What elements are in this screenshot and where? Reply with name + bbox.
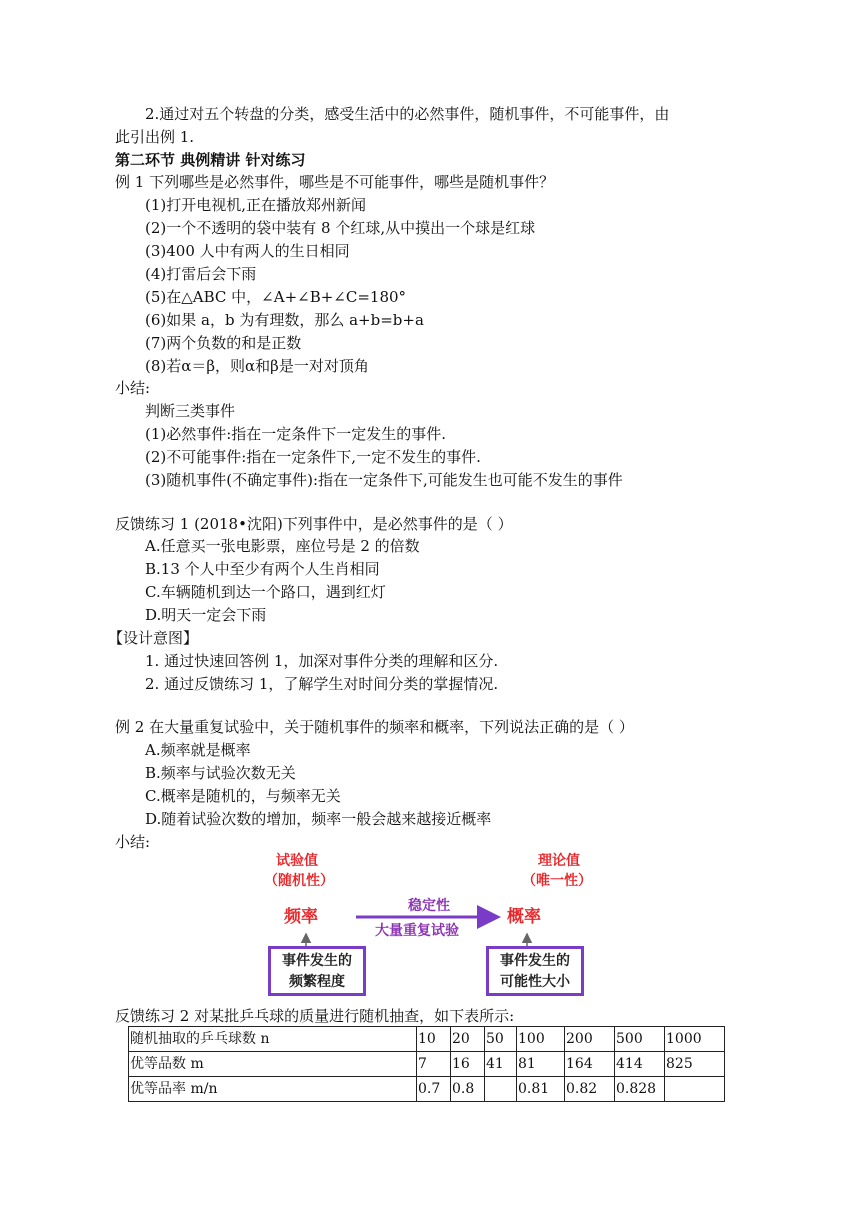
right-caption-1: 理论值: [538, 853, 580, 869]
summary1-item: (2)不可能事件:指在一定条件下,一定不发生的事件.: [145, 448, 481, 466]
table-cell: 414: [615, 1052, 665, 1077]
table-cell: [485, 1077, 517, 1102]
table-cell: 优等品率 m/n: [129, 1077, 417, 1102]
table-row: [129, 1027, 725, 1052]
design-intent-title: 【设计意图】: [108, 629, 199, 647]
table-cell: 50: [485, 1027, 517, 1052]
table-cell: [665, 1077, 725, 1102]
table-cell: 500: [615, 1027, 665, 1052]
stability-label: 稳定性: [408, 898, 450, 914]
table-cell: 优等品数 m: [129, 1052, 417, 1077]
summary1-item: (1)必然事件:指在一定条件下一定发生的事件.: [145, 425, 447, 443]
intro-line-2: 此引出例 1.: [115, 128, 195, 146]
repeated-trials-label: 大量重复试验: [375, 923, 459, 939]
table-cell: 0.81: [517, 1077, 565, 1102]
table-row: [129, 1077, 725, 1102]
example1-item: (7)两个负数的和是正数: [145, 334, 302, 352]
example2-question: 例 2 在大量重复试验中，关于随机事件的频率和概率，下列说法正确的是（ ）: [115, 718, 634, 736]
summary1-label: 小结:: [115, 379, 151, 397]
practice1-option: D.明天一定会下雨: [145, 606, 267, 624]
table-cell: 41: [485, 1052, 517, 1077]
table-cell: 200: [565, 1027, 615, 1052]
summary2-label: 小结:: [115, 833, 151, 851]
table-cell: 1000: [665, 1027, 725, 1052]
right-caption-2: （唯一性）: [522, 873, 592, 889]
example1-question: 例 1 下列哪些是必然事件，哪些是不可能事件，哪些是随机事件？: [115, 173, 555, 191]
example1-item: (1)打开电视机,正在播放郑州新闻: [145, 196, 367, 214]
practice1-option: A.任意买一张电影票，座位号是 2 的倍数: [145, 537, 420, 555]
practice1-question: 反馈练习 1 (2018•沈阳)下列事件中，是必然事件的是（ ）: [115, 515, 513, 533]
intro-line-1: 2.通过对五个转盘的分类，感受生活中的必然事件，随机事件，不可能事件，由: [145, 105, 670, 123]
table-cell: 825: [665, 1052, 725, 1077]
summary1-intro: 判断三类事件: [145, 402, 236, 420]
table-cell: 0.7: [417, 1077, 451, 1102]
example1-item: (4)打雷后会下雨: [145, 265, 257, 283]
right-box: [486, 946, 584, 996]
left-caption-1: 试验值: [276, 853, 318, 869]
table-cell: 81: [517, 1052, 565, 1077]
left-box-line-1: 事件发生的: [282, 953, 352, 969]
example2-option: D.随着试验次数的增加，频率一般会越来越接近概率: [145, 810, 492, 828]
table-cell: 0.82: [565, 1077, 615, 1102]
table-cell: 随机抽取的乒乓球数 n: [129, 1027, 417, 1052]
practice1-option: B.13 个人中至少有两个人生肖相同: [145, 560, 380, 578]
practice2-question: 反馈练习 2 对某批乒乓球的质量进行随机抽查，如下表所示:: [115, 1007, 515, 1025]
example1-item: (3)400 人中有两人的生日相同: [145, 242, 350, 260]
left-caption-2: （随机性）: [264, 873, 334, 889]
practice1-option: C.车辆随机到达一个路口，遇到红灯: [145, 583, 386, 601]
example1-item: (8)若α＝β，则α和β是一对对顶角: [145, 357, 369, 375]
section-title: 第二环节 典例精讲 针对练习: [115, 151, 306, 169]
example2-option: B.频率与试验次数无关: [145, 764, 296, 782]
example1-item: (2)一个不透明的袋中装有 8 个红球,从中摸出一个球是红球: [145, 219, 536, 237]
table-cell: 0.828: [615, 1077, 665, 1102]
probability-label: 概率: [507, 907, 541, 927]
quality-table: [128, 1026, 725, 1102]
example2-option: A.频率就是概率: [145, 741, 251, 759]
table-row: [129, 1052, 725, 1077]
table-cell: 164: [565, 1052, 615, 1077]
table-cell: 16: [451, 1052, 485, 1077]
example2-option: C.概率是随机的，与频率无关: [145, 787, 341, 805]
table-cell: 7: [417, 1052, 451, 1077]
table-cell: 0.8: [451, 1077, 485, 1102]
design-intent-item: 2. 通过反馈练习 1，了解学生对时间分类的掌握情况.: [145, 675, 499, 693]
table-cell: 20: [451, 1027, 485, 1052]
example1-item: (5)在△ABC 中，∠A+∠B+∠C=180°: [145, 288, 407, 306]
frequency-label: 频率: [284, 907, 318, 927]
design-intent-item: 1. 通过快速回答例 1，加深对事件分类的理解和区分.: [145, 652, 499, 670]
frequency-probability-diagram: [262, 848, 592, 1000]
table-cell: 100: [517, 1027, 565, 1052]
left-box-line-2: 频繁程度: [289, 974, 345, 990]
example1-item: (6)如果 a，b 为有理数，那么 a+b=b+a: [145, 311, 424, 329]
summary1-item: (3)随机事件(不确定事件):指在一定条件下,可能发生也可能不发生的事件: [145, 471, 623, 489]
left-box: [268, 946, 366, 996]
table-cell: 10: [417, 1027, 451, 1052]
right-box-line-2: 可能性大小: [500, 974, 570, 990]
right-box-line-1: 事件发生的: [500, 953, 570, 969]
